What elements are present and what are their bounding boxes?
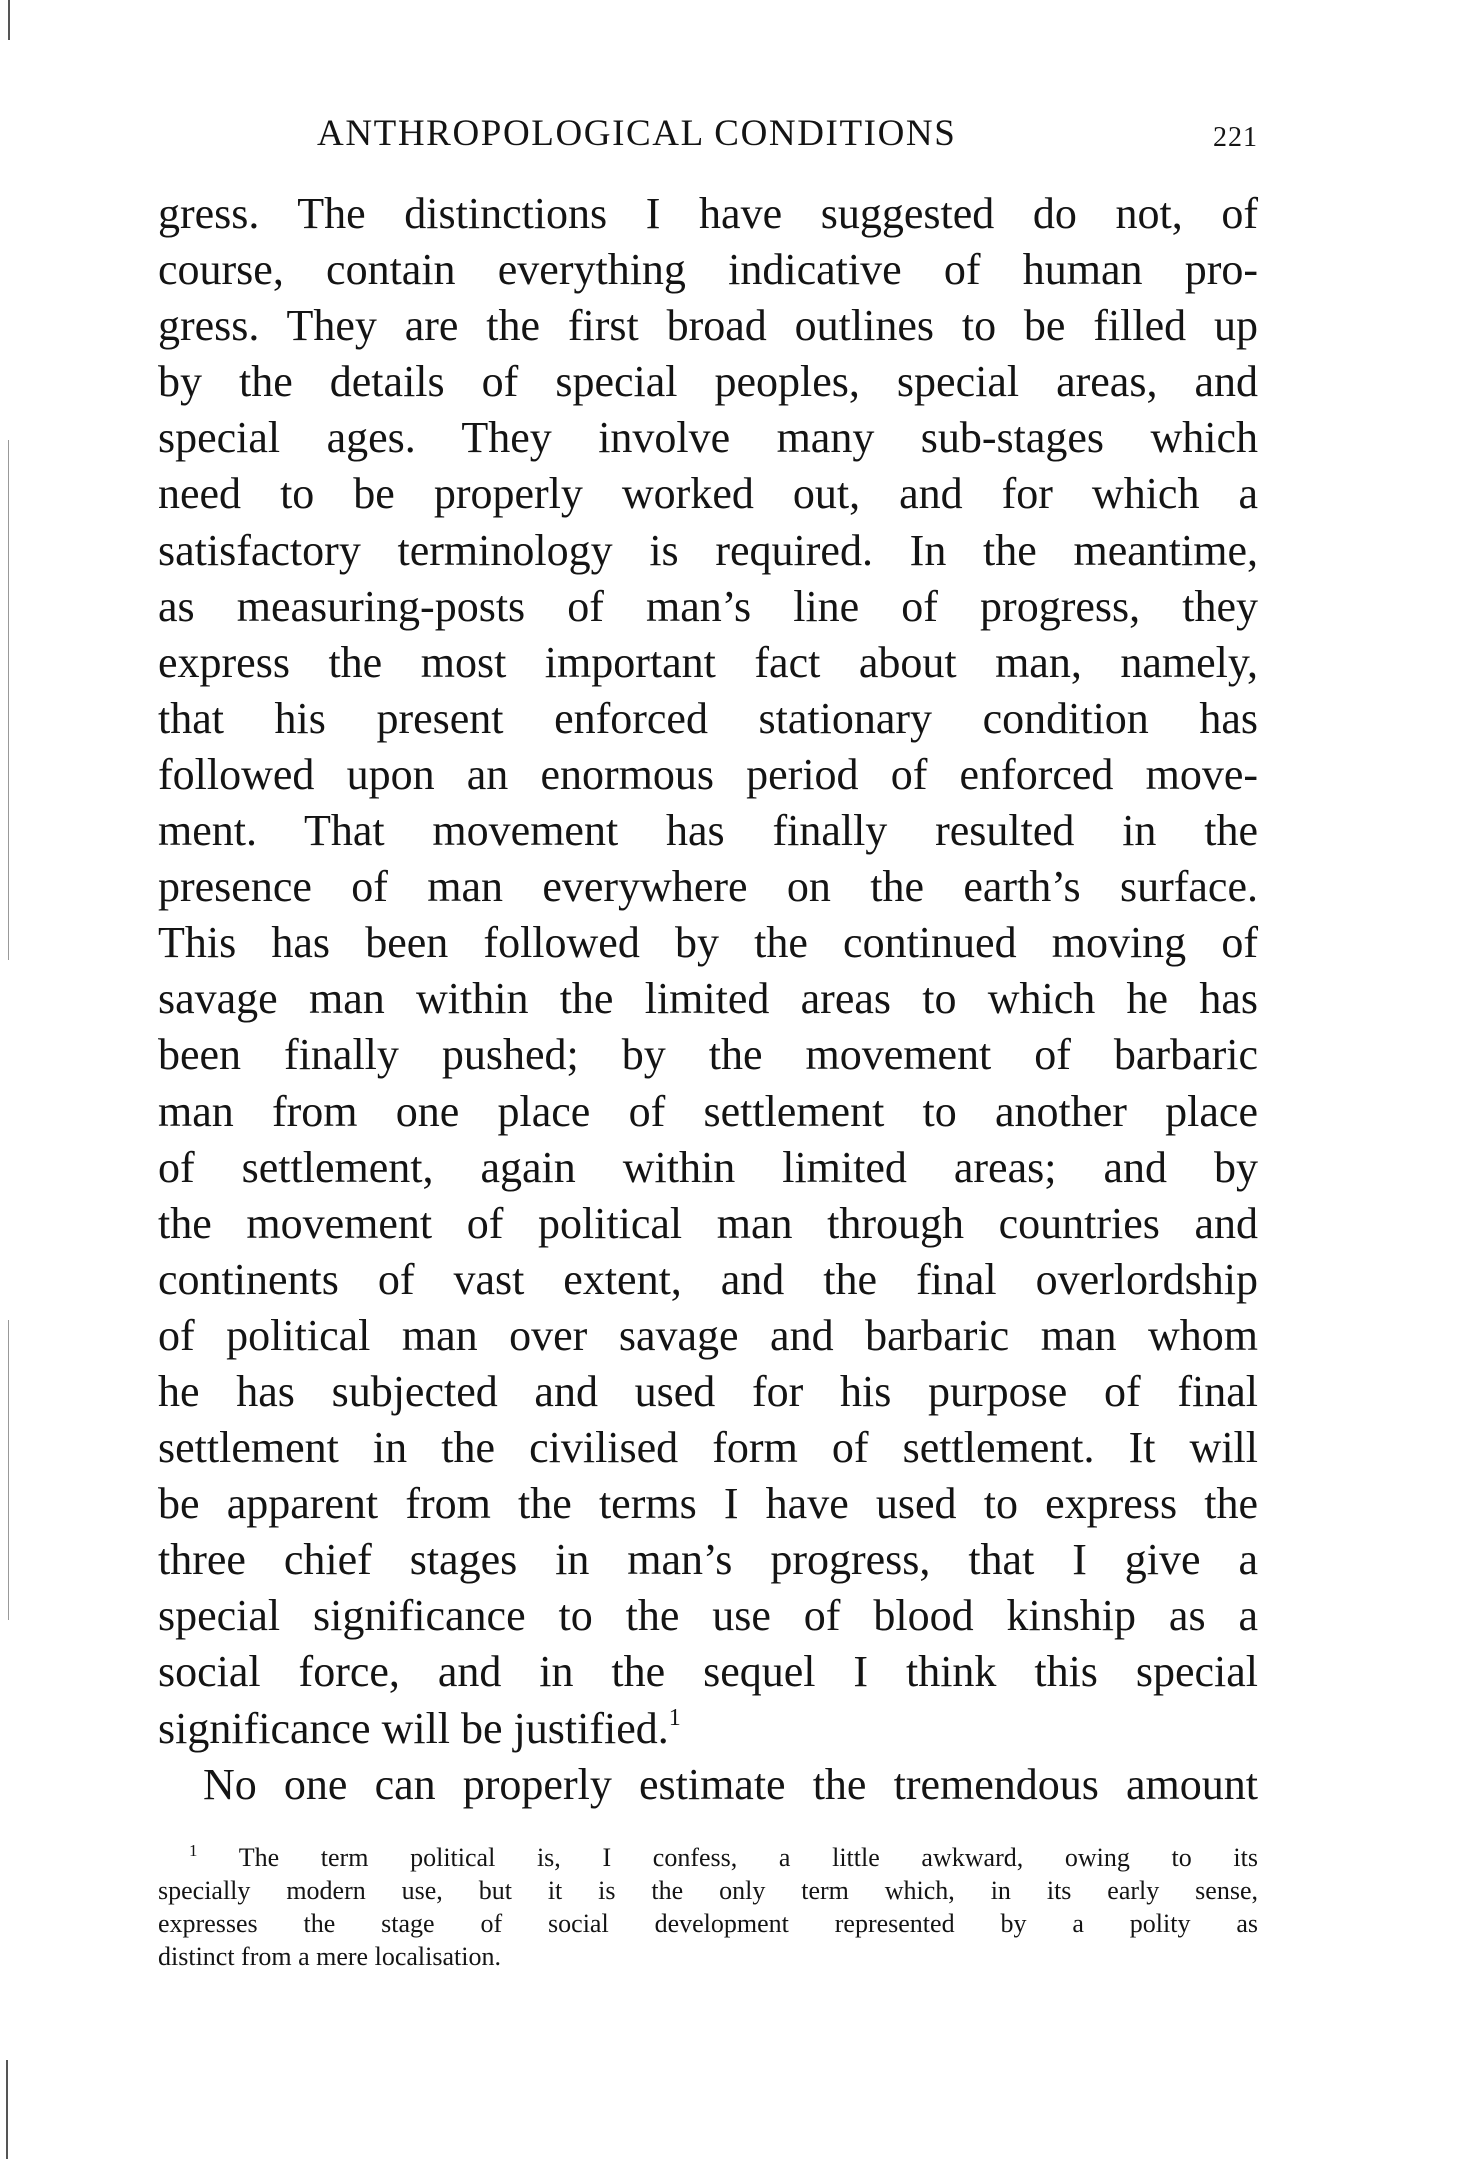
text-line-content: followed upon an enormous period of enforced move- [158, 749, 1258, 799]
text-line-content: satisfactory terminology is required. In the meantime, [158, 525, 1258, 575]
scan-edge-mark [8, 1320, 9, 1620]
paragraph-start-line: No one can properly estimate the tremendous amount [203, 1759, 1258, 1809]
text-line-content: need to be properly worked out, and for which a [158, 469, 1258, 519]
footnote-line [158, 1874, 1258, 1907]
text-line-content: This has been followed by the continued moving of [158, 918, 1258, 968]
text-line-content: man from one place of settlement to another place [158, 1086, 1258, 1136]
text-line [158, 1308, 1258, 1364]
text-line [158, 971, 1258, 1027]
footnote-line-content: The term political is, I confess, a little awkward, owing to its [238, 1843, 1258, 1872]
text-line [158, 523, 1258, 579]
text-line [158, 1252, 1258, 1308]
text-line [158, 1140, 1258, 1196]
text-line-content: as measuring-posts of man’s line of progress, they [158, 581, 1258, 631]
text-line [158, 1532, 1258, 1588]
text-line [158, 803, 1258, 859]
text-line-content: savage man within the limited areas to which he has [158, 974, 1258, 1024]
text-line-content: three chief stages in man’s progress, that I give a [158, 1535, 1258, 1585]
footnote-line [158, 1841, 1258, 1874]
text-line-content: gress. The distinctions I have suggested do not, of [158, 189, 1258, 238]
footnote-line [158, 1907, 1258, 1940]
text-line [158, 635, 1258, 691]
text-line-content: ment. That movement has finally resulted in the [158, 806, 1258, 856]
text-line-content: special ages. They involve many sub-stages which [158, 413, 1258, 463]
text-line [158, 410, 1258, 466]
text-line-content: continents of vast extent, and the final overlordship [158, 1254, 1258, 1304]
text-line-content: significance will be justified. [158, 1703, 669, 1753]
text-line-content: express the most important fact about man, namely, [158, 637, 1258, 687]
text-line [158, 859, 1258, 915]
page-header [158, 112, 1258, 156]
text-line [158, 242, 1258, 298]
text-line [158, 915, 1258, 971]
text-line-content: that his present enforced stationary condition has [158, 693, 1258, 743]
scan-edge-mark [8, 0, 10, 40]
scan-edge-mark [6, 2060, 8, 2159]
text-line-content: be apparent from the terms I have used to express the [158, 1479, 1258, 1529]
footnote-line-content: expresses the stage of social development represented by a polity as [158, 1909, 1258, 1938]
text-line-content: of settlement, again within limited areas; and by [158, 1142, 1258, 1192]
text-line [158, 1196, 1258, 1252]
text-line-content: of political man over savage and barbaric man whom [158, 1310, 1258, 1360]
text-line-content: social force, and in the sequel I think this special [158, 1647, 1258, 1697]
text-line [158, 1084, 1258, 1140]
text-line [158, 1364, 1258, 1420]
text-line [158, 1701, 1258, 1757]
running-title: ANTHROPOLOGICAL CONDITIONS [317, 113, 957, 154]
text-line [158, 1588, 1258, 1644]
text-line [158, 1476, 1258, 1532]
text-line [158, 747, 1258, 803]
text-line [158, 186, 1258, 242]
footnote-line [158, 1940, 1258, 1973]
text-line [158, 1420, 1258, 1476]
text-line [158, 1027, 1258, 1083]
footnote-line-content: specially modern use, but it is the only term which, in its early sense, [158, 1876, 1258, 1905]
scan-edge-mark [8, 440, 9, 960]
text-line [158, 691, 1258, 747]
text-line-content: course, contain everything indicative of human pro- [158, 245, 1258, 295]
text-line-content: settlement in the civilised form of settlement. It will [158, 1423, 1258, 1473]
footnote-line-content: distinct from a mere localisation. [158, 1942, 501, 1971]
body-text [158, 186, 1258, 1813]
text-line [158, 466, 1258, 522]
text-line-content: by the details of special peoples, special areas, and [158, 357, 1258, 407]
text-line [158, 1644, 1258, 1700]
text-line-content: the movement of political man through countries and [158, 1198, 1258, 1248]
text-line [158, 298, 1258, 354]
text-line-content: been finally pushed; by the movement of barbaric [158, 1030, 1258, 1080]
footnote [158, 1841, 1258, 1973]
text-line [158, 354, 1258, 410]
text-line-content: he has subjected and used for his purpose of final [158, 1366, 1258, 1416]
text-line-content: gress. They are the first broad outlines to be filled up [158, 301, 1258, 351]
text-line-content: special significance to the use of blood kinship as a [158, 1591, 1258, 1641]
text-line [158, 579, 1258, 635]
page-number: 221 [1213, 122, 1258, 153]
footnote-marker: 1 [189, 1841, 198, 1860]
text-line-content: presence of man everywhere on the earth’s surface. [158, 862, 1258, 912]
footnote-reference: 1 [668, 1704, 681, 1731]
